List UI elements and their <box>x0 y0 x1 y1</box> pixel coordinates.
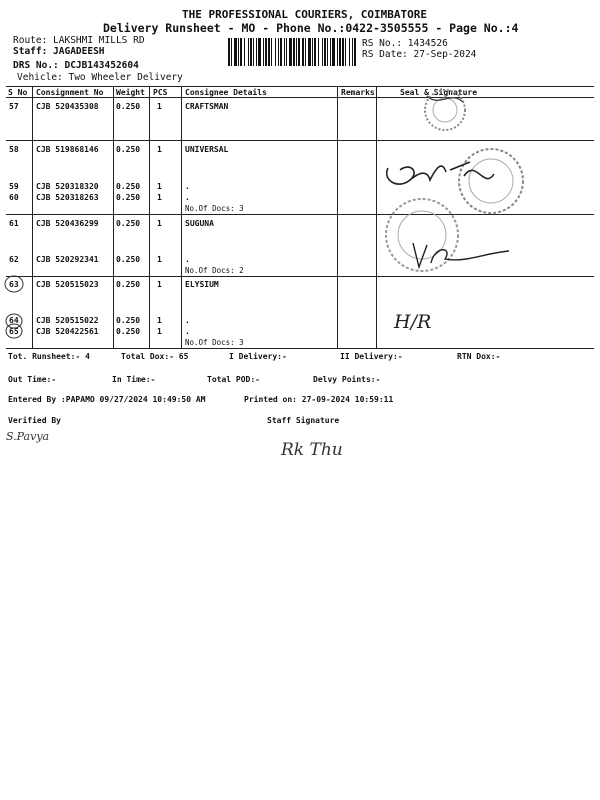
cell-sno: 58 <box>9 145 19 154</box>
cell-pcs: 1 <box>157 280 162 289</box>
i-delivery: I Delivery:- <box>229 352 287 361</box>
cell-consignment: CJB 520318263 <box>36 193 99 202</box>
cell-pcs: 1 <box>157 327 162 336</box>
entered-by: Entered By :PAPAMO 09/27/2024 10:49:50 AM <box>8 395 206 404</box>
cell-sno: 60 <box>9 193 19 202</box>
cell-consignment: CJB 520292341 <box>36 255 99 264</box>
cell-sno: 63 <box>9 280 19 289</box>
docs-count: No.Of Docs: 2 <box>185 266 244 275</box>
cell-pcs: 1 <box>157 102 162 111</box>
out-time: Out Time:- <box>8 375 57 384</box>
runsheet-subtitle: Delivery Runsheet - MO - Phone No.:0422-3505555 - Page No.:4 <box>103 21 519 35</box>
cell-weight: 0.250 <box>116 280 141 289</box>
cell-weight: 0.250 <box>116 145 141 154</box>
total-runsheet: Tot. Runsheet:- 4 <box>8 352 90 361</box>
cell-consignment: CJB 520435308 <box>36 102 99 111</box>
route-label: Route: LAKSHMI MILLS RD <box>13 35 145 46</box>
total-pod: Total POD:- <box>207 375 260 384</box>
col-consignment: Consignment No <box>36 88 104 97</box>
cell-pcs: 1 <box>157 145 162 154</box>
cell-consignment: CJB 520318320 <box>36 182 99 191</box>
seal-stamp <box>415 88 475 134</box>
rtn-dox: RTN Dox:- <box>457 352 501 361</box>
cell-pcs: 1 <box>157 219 162 228</box>
rs-date: RS Date: 27-Sep-2024 <box>362 49 477 60</box>
cell-weight: 0.250 <box>116 102 141 111</box>
col-pcs: PCS <box>153 88 168 97</box>
printed-on: Printed on: 27-09-2024 10:59:11 <box>244 395 394 404</box>
vehicle-label: Vehicle: Two Wheeler Delivery <box>17 72 183 83</box>
cell-pcs: 1 <box>157 316 162 325</box>
delivery-points: Delvy Points:- <box>313 375 381 384</box>
staff-label: Staff: JAGADEESH <box>13 46 105 57</box>
rs-number: RS No.: 1434526 <box>362 38 448 49</box>
col-remarks: Remarks <box>341 88 375 97</box>
total-dox: Total Dox:- 65 <box>121 352 189 361</box>
col-sno: S No <box>8 88 28 97</box>
staff-signature: Rk Thu <box>281 440 343 460</box>
cell-consignment: CJB 520515022 <box>36 316 99 325</box>
cell-weight: 0.250 <box>116 255 141 264</box>
consignee-signature <box>380 150 500 200</box>
verified-by-signature: S.Pavya <box>6 430 50 443</box>
cell-consignee: ELYSIUM <box>185 280 219 289</box>
docs-count: No.Of Docs: 3 <box>185 338 244 347</box>
cell-weight: 0.250 <box>116 193 141 202</box>
cell-weight: 0.250 <box>116 182 141 191</box>
cell-consignment: CJB 520436299 <box>36 219 99 228</box>
cell-sno: 57 <box>9 102 19 111</box>
verified-by-label: Verified By <box>8 416 61 425</box>
cell-consignee: . <box>185 255 190 264</box>
col-seal-signature: Seal & Signature <box>400 88 478 97</box>
cell-consignee: . <box>185 193 190 202</box>
cell-sno: 62 <box>9 255 19 264</box>
cell-sno: 59 <box>9 182 19 191</box>
cell-weight: 0.250 <box>116 219 141 228</box>
cell-consignment: CJB 519868146 <box>36 145 99 154</box>
cell-sno: 65 <box>9 327 19 336</box>
col-weight: Weight <box>116 88 145 97</box>
staff-signature-label: Staff Signature <box>267 416 340 425</box>
cell-pcs: 1 <box>157 255 162 264</box>
drs-number: DRS No.: DCJB143452604 <box>13 60 139 71</box>
cell-consignee: . <box>185 182 190 191</box>
in-time: In Time:- <box>112 375 156 384</box>
cell-weight: 0.250 <box>116 327 141 336</box>
cell-consignee: SUGUNA <box>185 219 214 228</box>
ii-delivery: II Delivery:- <box>340 352 403 361</box>
cell-sno: 61 <box>9 219 19 228</box>
cell-consignee: . <box>185 316 190 325</box>
docs-count: No.Of Docs: 3 <box>185 204 244 213</box>
cell-consignee: . <box>185 327 190 336</box>
company-name: THE PROFESSIONAL COURIERS, COIMBATORE <box>182 8 428 21</box>
cell-consignment: CJB 520515023 <box>36 280 99 289</box>
cell-pcs: 1 <box>157 182 162 191</box>
cell-pcs: 1 <box>157 193 162 202</box>
consignee-signature <box>405 235 515 275</box>
cell-weight: 0.250 <box>116 316 141 325</box>
handwritten-remark: H/R <box>394 311 432 333</box>
col-consignee: Consignee Details <box>185 88 267 97</box>
cell-consignment: CJB 520422561 <box>36 327 99 336</box>
cell-sno: 64 <box>9 316 19 325</box>
cell-consignee: UNIVERSAL <box>185 145 229 154</box>
cell-consignee: CRAFTSMAN <box>185 102 229 111</box>
